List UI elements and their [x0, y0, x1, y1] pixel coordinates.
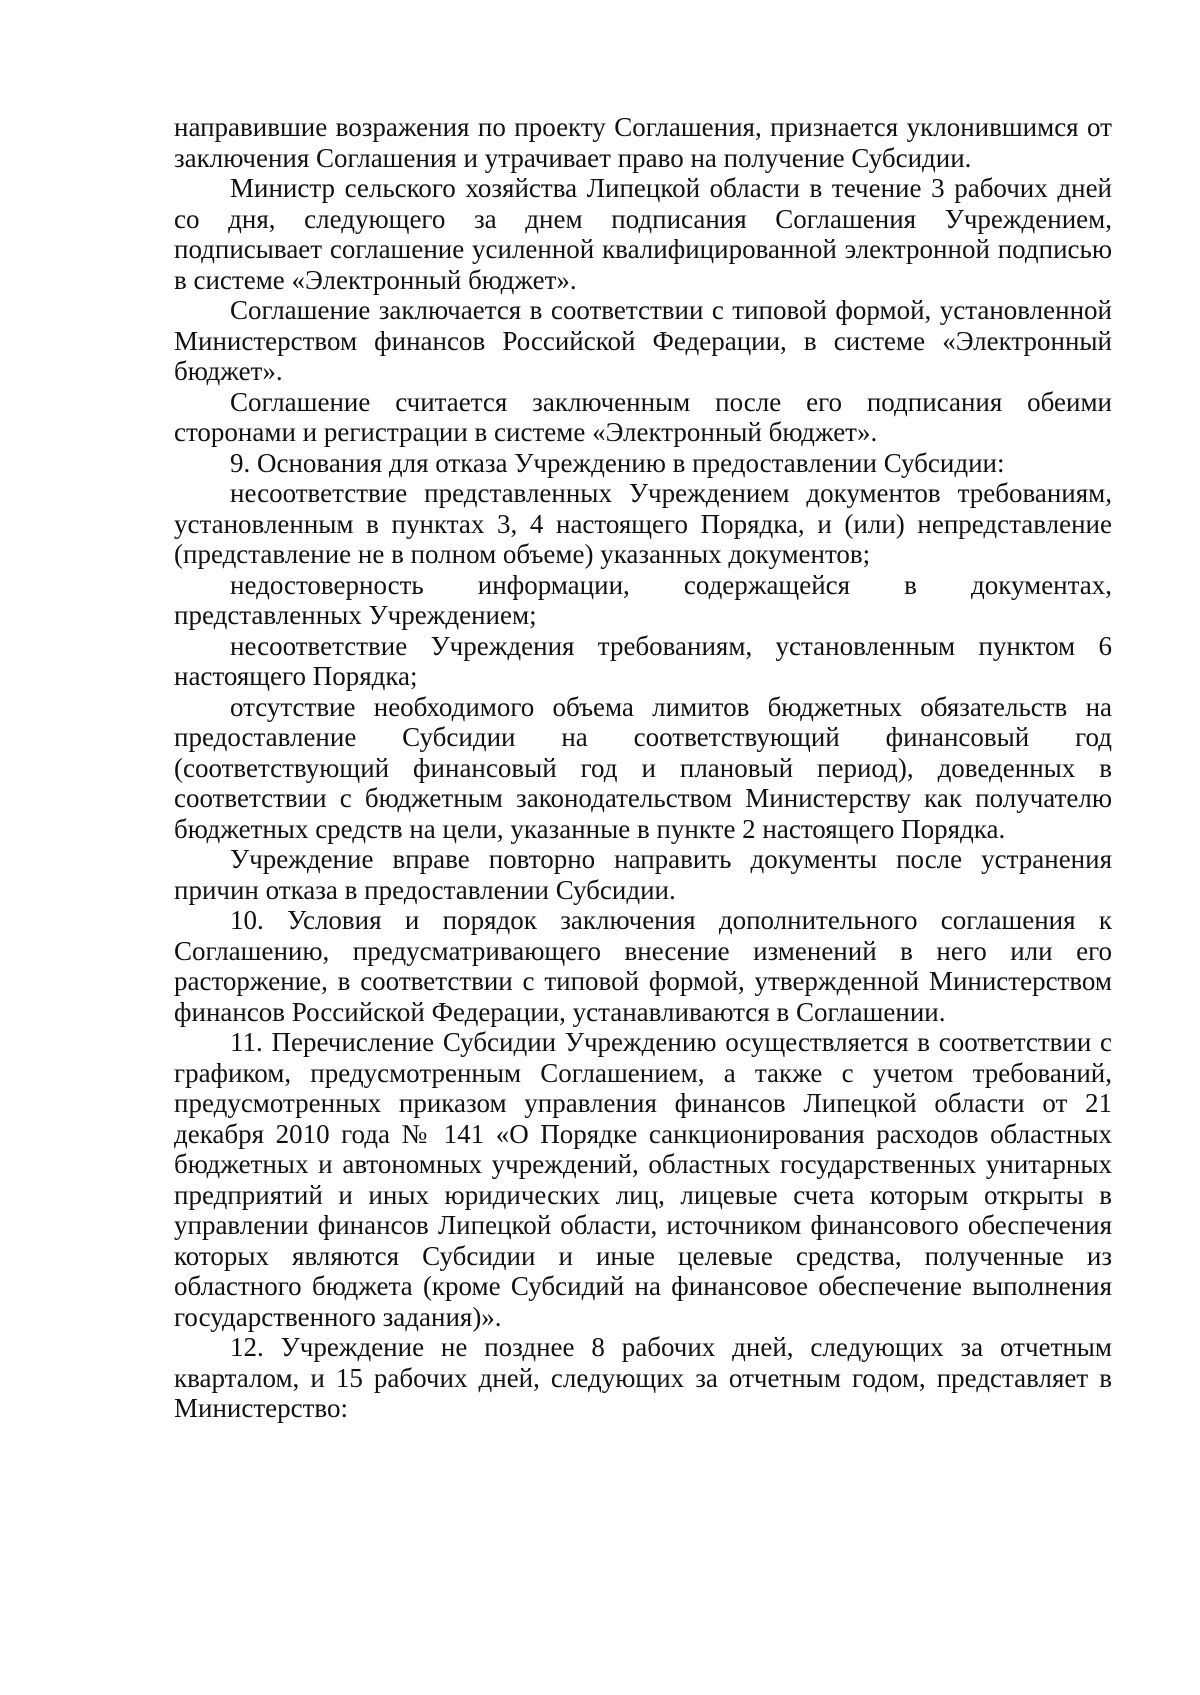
paragraph-item-9-reason-3: несоответствие Учреждения требованиям, установленным пунктом 6 настоящего Порядка;: [174, 630, 1112, 691]
paragraph-item-9-reason-2: недостоверность информации, содержащейся в документах, представленных Учреждением;: [174, 569, 1112, 630]
paragraph-agreement-concluded: Соглашение считается заключенным после его подписания обеими сторонами и регистрации в системе «Электронный бюджет».: [174, 386, 1112, 447]
paragraph-minister-signing: Министр сельского хозяйства Липецкой области в течение 3 рабочих дней со дня, следующего за днем подписания Соглашения Учреждением, подписывает соглашение усиленной квалифицированной электронной подписью в системе «Электронный бюджет».: [174, 173, 1112, 295]
paragraph-item-10: 10. Условия и порядок заключения дополнительного соглашения к Соглашению, предусматривающего внесение изменений в него или его расторжение, в соответствии с типовой формой, утвержденной Министерством финансов Российской Федерации, устанавливаются в Соглашении.: [174, 905, 1112, 1027]
paragraph-agreement-form: Соглашение заключается в соответствии с типовой формой, установленной Министерством финансов Российской Федерации, в системе «Электронный бюджет».: [174, 295, 1112, 386]
paragraph-resubmission: Учреждение вправе повторно направить документы после устранения причин отказа в предоставлении Субсидии.: [174, 844, 1112, 905]
paragraph-continuation: направившие возражения по проекту Соглашения, признается уклонившимся от заключения Соглашения и утрачивает право на получение Субсидии.: [174, 112, 1112, 173]
paragraph-item-11: 11. Перечисление Субсидии Учреждению осуществляется в соответствии с графиком, предусмотренным Соглашением, а также с учетом требований, предусмотренных приказом управления финансов Липецкой области от 21 декабря 2010 года № 141 «О Порядке санкционирования расходов областных бюджетных и автономных учреждений, областных государственных унитарных предприятий и иных юридических лиц, лицевые счета которым открыты в управлении финансов Липецкой области, источником финансового обеспечения которых являются Субсидии и иные целевые средства, полученные из областного бюджета (кроме Субсидий на финансовое обеспечение выполнения государственного задания)».: [174, 1027, 1112, 1332]
document-page: [174, 112, 1112, 1424]
paragraph-item-9-heading: 9. Основания для отказа Учреждению в предоставлении Субсидии:: [230, 447, 1005, 478]
paragraph-item-12: 12. Учреждение не позднее 8 рабочих дней, следующих за отчетным кварталом, и 15 рабочих дней, следующих за отчетным годом, представляет в Министерство:: [174, 1332, 1112, 1423]
paragraph-item-9-reason-1: несоответствие представленных Учреждением документов требованиям, установленным в пунктах 3, 4 настоящего Порядка, и (или) непредставление (представление не в полном объеме) указанных документов;: [174, 478, 1112, 569]
paragraph-item-9-reason-4: отсутствие необходимого объема лимитов бюджетных обязательств на предоставление Субсидии на соответствующий финансовый год (соответствующий финансовый год и плановый период), доведенных в соответствии с бюджетным законодательством Министерству как получателю бюджетных средств на цели, указанные в пункте 2 настоящего Порядка.: [174, 691, 1112, 844]
